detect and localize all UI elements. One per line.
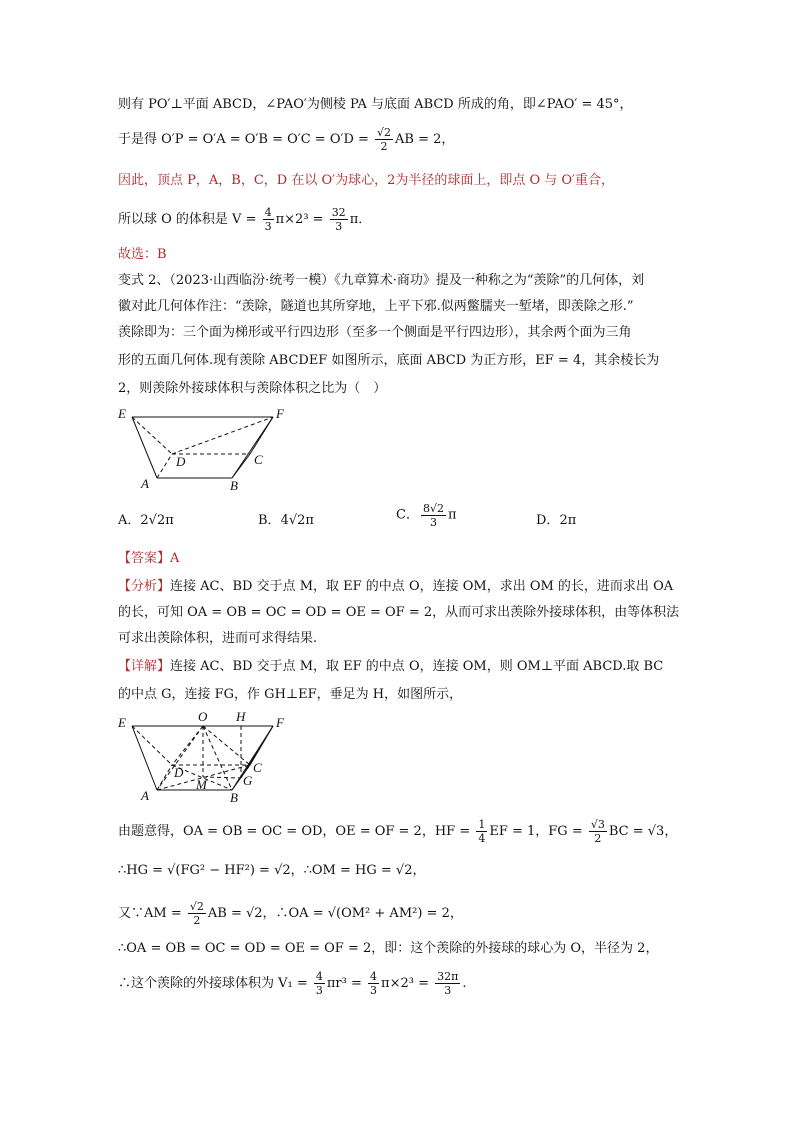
choice-d[interactable]: D．2π	[536, 513, 577, 528]
fraction: $\frac{32}{3}$	[331, 206, 346, 233]
answer-select: 故选：B	[118, 247, 167, 262]
line-2-text-a: 于是得 O′P = O′A = O′B = O′C = O′D =	[118, 132, 374, 147]
label-a: A	[141, 788, 149, 803]
step-4: ∴OA = OB = OC = OD = OE = OF = 2，即：这个羡除的外接球的球心为 O，半径为 2，	[118, 941, 659, 956]
answer-value: A	[170, 551, 180, 566]
label-e: E	[118, 715, 126, 730]
answer-tag: 【答案】	[118, 551, 171, 566]
problem-line-2: 徽对此几何体作注：“羡除，隧道也其所穿地，上平下邪.似两鳖臑夹一堑堵，即羡除之形.”	[118, 299, 634, 314]
choice-c[interactable]: C． $\frac{8√2}{3}$ π	[396, 502, 457, 529]
detail-line-2: 的中点 G，连接 FG，作 GH⊥EF，垂足为 H，如图所示，	[118, 687, 463, 702]
label-b: B	[230, 790, 238, 805]
analysis-tag: 【分析】	[118, 579, 171, 594]
detail-tag: 【详解】	[118, 659, 171, 674]
label-d: D	[174, 765, 184, 780]
label-m: M	[196, 777, 207, 792]
problem-line-1: 变式 2、（2023·山西临汾·统考一模）《九章算术·商功》提及一种称之为“羡除”的几何体，刘	[118, 273, 645, 288]
label-o: O	[198, 710, 208, 724]
label-f: F	[276, 406, 284, 421]
label-e: E	[118, 406, 126, 421]
label-f: F	[276, 715, 284, 730]
fraction: $\frac{4}{3}$	[264, 206, 272, 233]
analysis-line-3: 可求出羡除体积，进而可求得结果.	[118, 631, 318, 646]
answer-line	[118, 550, 179, 568]
step-3: 又∵AM = $\frac{√2}{2}$ AB = √2，∴OA = √(OM² + AM²) = 2，	[118, 900, 463, 927]
analysis-line-2: 的长，可知 OA = OB = OC = OD = OE = OF = 2，从而可求出羡除外接球体积，由等体积法	[118, 605, 680, 620]
line-2	[118, 126, 454, 153]
detail-line-1: 【详解】连接 AC、BD 交于点 M，取 EF 的中点 O，连接 OM，则 OM⊥平面 ABCD.取 BC	[118, 659, 664, 674]
label-d: D	[176, 454, 186, 469]
fraction: $\frac{√2}{2}$	[377, 126, 392, 153]
line-4	[118, 206, 371, 233]
choice-b[interactable]: B．4√2π	[258, 513, 314, 528]
label-c: C	[253, 760, 262, 775]
label-h: H	[236, 710, 246, 724]
figure-2-diagram	[110, 710, 300, 805]
line-2-text-b: AB = 2，	[395, 132, 455, 147]
line-4-text-a: 所以球 O 的体积是 V =	[118, 212, 261, 227]
figure-1-diagram	[110, 402, 300, 494]
analysis-line-1: 【分析】连接 AC、BD 交于点 M，取 EF 的中点 O，连接 OM，求出 OM 的长，进而求出 OA	[118, 579, 674, 594]
step-1: 由题意得，OA = OB = OC = OD，OE = OF = 2，HF = $\frac{1}{4}$ EF = 1，FG = $\frac{√3}{2}$ BC = √3，	[118, 818, 678, 845]
label-a: A	[141, 476, 149, 491]
line-4-text-mid: π×2³ =	[275, 212, 328, 227]
problem-line-4: 形的五面几何体.现有羡除 ABCDEF 如图所示，底面 ABCD 为正方形，EF = 4，其余棱长为	[118, 353, 660, 368]
label-c: C	[254, 452, 263, 467]
label-g: G	[243, 773, 253, 788]
line-3: 因此，顶点 P，A，B，C，D 在以 O′为球心，2为半径的球面上，即点 O 与 O′重合，	[118, 173, 614, 188]
label-b: B	[230, 478, 238, 493]
line-4-text-b: π．	[349, 212, 372, 227]
step-2: ∴HG = √(FG² − HF²) = √2，∴OM = HG = √2，	[118, 863, 426, 878]
step-5: ∴这个羡除的外接球体积为 V₁ = $\frac{4}{3}$ πr³ = $\frac{4}{3}$ π×2³ = $\frac{32\pi}{3}$ .	[118, 970, 467, 997]
problem-line-5: 2，则羡除外接球体积与羡除体积之比为（ ）	[118, 381, 387, 396]
choice-a[interactable]: A．2√2π	[118, 513, 174, 528]
line-1: 则有 PO′⊥平面 ABCD，∠PAO′为侧棱 PA 与底面 ABCD 所成的角，即∠PAO′ = 45°，	[118, 97, 633, 112]
problem-line-3: 羡除即为：三个面为梯形或平行四边形（至多一个侧面是平行四边形），其余两个面为三角	[118, 325, 632, 340]
